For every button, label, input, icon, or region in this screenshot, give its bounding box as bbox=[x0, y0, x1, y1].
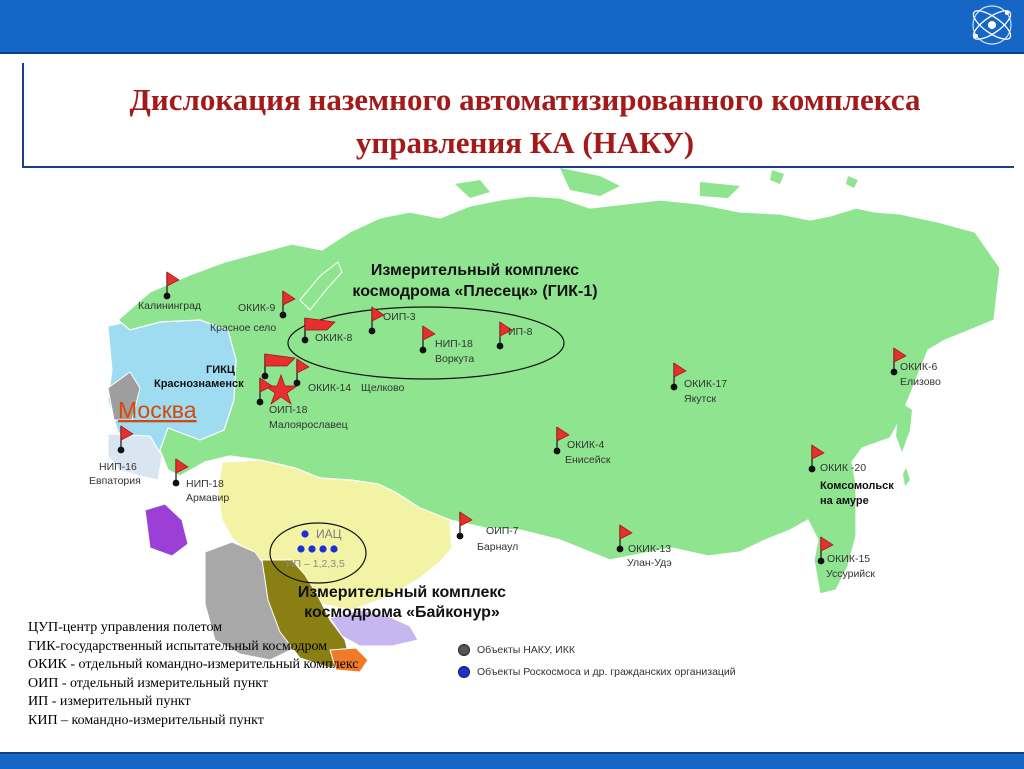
footer-bar bbox=[0, 752, 1024, 769]
capital-label: Москва bbox=[118, 397, 197, 423]
nip18v-label: НИП-18 bbox=[435, 338, 473, 350]
okik9-label: ОКИК-9 bbox=[238, 302, 276, 314]
ip-dot-4 bbox=[330, 545, 337, 552]
iac-dot bbox=[301, 530, 308, 537]
okik15-place: Уссурийск bbox=[826, 568, 876, 580]
arctic-island-1 bbox=[455, 180, 490, 198]
nip16-place: Евпатория bbox=[89, 475, 141, 487]
legend-object-naku-label: Объекты НАКУ, ИКК bbox=[477, 644, 575, 656]
title-line-1: Дислокация наземного автоматизированного комплекса bbox=[129, 82, 921, 117]
arctic-island-4 bbox=[846, 176, 858, 188]
nip16-label: НИП-16 bbox=[99, 461, 137, 473]
oip3-label: ОИП-3 bbox=[383, 311, 416, 323]
nip18v-place: Воркута bbox=[435, 353, 475, 365]
severnaya-zemlya-island bbox=[560, 168, 620, 196]
okik20-label: ОКИК -20 bbox=[820, 462, 867, 474]
arctic-island-3 bbox=[770, 170, 784, 184]
legend-abbrev-2: ГИК-государственный испытательный космодром bbox=[28, 638, 328, 654]
caucasus-region bbox=[145, 504, 188, 556]
legend-abbrev-5: ИП - измерительный пункт bbox=[28, 694, 191, 709]
plesetsk-heading-line-2: космодрома «Плесецк» (ГИК-1) bbox=[352, 283, 598, 300]
kaliningrad-label: Калининград bbox=[138, 300, 202, 312]
gikc-label: ГИКЦ bbox=[206, 364, 235, 376]
nip18a-place: Армавир bbox=[186, 492, 230, 504]
okik13-place: Улан-Удэ bbox=[627, 557, 672, 569]
kuril-islands bbox=[903, 468, 910, 486]
okik6-label: ОКИК-6 bbox=[900, 361, 938, 373]
ip-dot-3 bbox=[319, 545, 326, 552]
objects-legend bbox=[458, 639, 736, 683]
krasnoznamensk-label: Краснознаменск bbox=[154, 378, 244, 390]
oip18-label: ОИП-18 bbox=[269, 404, 308, 416]
legend-abbrev-1: ЦУП-центр управления полетом bbox=[28, 620, 223, 635]
ip-dot-1 bbox=[297, 545, 304, 552]
plesetsk-heading-line-1: Измерительный комплекс bbox=[370, 262, 580, 279]
okik6-place: Елизово bbox=[900, 376, 941, 388]
legend-abbrev-3: ОКИК - отдельный командно-измерительный комплекс bbox=[28, 657, 359, 672]
okik17-label: ОКИК-17 bbox=[684, 378, 728, 390]
legend-abbrev-4: ОИП - отдельный измерительный пункт bbox=[28, 675, 269, 691]
baikonur-heading-line-1: Измерительный комплекс bbox=[297, 584, 507, 601]
legend-object-roskosmos-label: Объекты Роскосмоса и др. гражданских организаций bbox=[477, 666, 736, 678]
okik17-place: Якутск bbox=[684, 393, 717, 405]
okik20-place-2: на амуре bbox=[820, 495, 869, 507]
ip8-label: ИП-8 bbox=[508, 326, 533, 338]
oip18-place: Малоярославец bbox=[269, 419, 348, 431]
okik4-place: Енисейск bbox=[565, 454, 611, 466]
okik8-label: ОКИК-8 bbox=[315, 332, 353, 344]
arctic-island-2 bbox=[700, 182, 740, 198]
iac-label: ИАЦ bbox=[316, 527, 342, 541]
okik14-label: ОКИК-14 bbox=[308, 382, 352, 394]
okik4-label: ОКИК-4 bbox=[567, 439, 605, 451]
ip-group-label: ИП – 1,2,3,5 bbox=[286, 558, 345, 570]
okik15-label: ОКИК-15 bbox=[827, 553, 871, 565]
legend-object-naku bbox=[458, 639, 736, 661]
baikonur-heading-line-2: космодрома «Байконур» bbox=[304, 604, 500, 621]
nip18a-label: НИП-18 bbox=[186, 478, 224, 490]
oip7-place: Барнаул bbox=[477, 541, 519, 553]
blue-dot-icon bbox=[458, 666, 470, 678]
okik13-label: ОКИК-13 bbox=[628, 543, 672, 555]
legend-object-roskosmos bbox=[458, 661, 736, 683]
okik9-place: Красное село bbox=[210, 322, 277, 334]
title-line-2: управления КА (НАКУ) bbox=[355, 125, 695, 160]
okik20-place-1: Комсомольск bbox=[820, 480, 894, 492]
legend-abbrev-6: КИП – командно-измерительный пункт bbox=[28, 712, 264, 728]
abbreviation-legend bbox=[28, 619, 359, 730]
ip-dot-2 bbox=[308, 545, 315, 552]
grey-dot-icon bbox=[458, 644, 470, 656]
okik14-place: Щелково bbox=[361, 382, 405, 394]
oip7-label: ОИП-7 bbox=[486, 525, 519, 537]
